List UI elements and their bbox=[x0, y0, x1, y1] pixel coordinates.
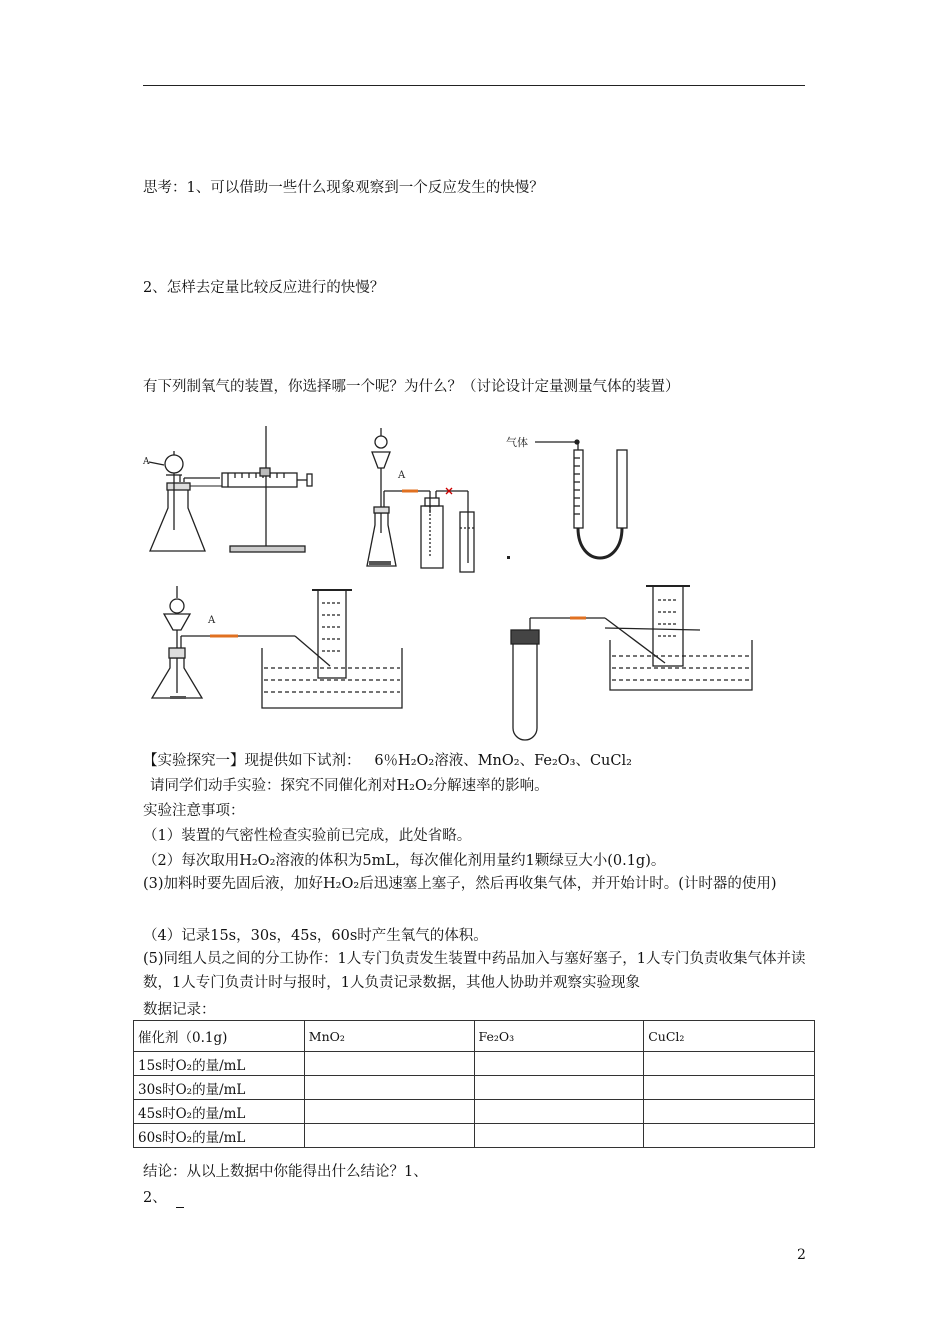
exp1-task: 请同学们动手实验：探究不同催化剂对H₂O₂分解速率的影响。 bbox=[150, 778, 549, 794]
table-row-label: 45s时O₂的量/mL bbox=[134, 1100, 305, 1124]
table-header-cell: Fe₂O₃ bbox=[474, 1021, 644, 1052]
table-row-label: 15s时O₂的量/mL bbox=[134, 1052, 305, 1076]
table-header-cell: CuCl₂ bbox=[644, 1021, 815, 1052]
exp1-note-2: （2）每次取用H₂O₂溶液的体积为5mL，每次催化剂用量约1颗绿豆大小(0.1g)。 bbox=[143, 853, 666, 869]
apparatus-3-burette bbox=[506, 435, 627, 558]
think-question-2: 2、怎样去定量比较反应进行的快慢？ bbox=[143, 280, 385, 296]
table-header-row bbox=[134, 1021, 815, 1052]
apparatus-figures bbox=[140, 418, 820, 743]
exp1-note-4: （4）记录15s，30s，45s，60s时产生氧气的体积。 bbox=[143, 928, 488, 944]
table-cell[interactable] bbox=[304, 1076, 474, 1100]
table-cell[interactable] bbox=[474, 1076, 644, 1100]
page-number: 2 bbox=[797, 1247, 806, 1263]
conclusion-line-2 bbox=[143, 1188, 184, 1208]
exp1-title: 【实验探究一】现提供如下试剂： bbox=[143, 753, 361, 769]
table-cell[interactable] bbox=[644, 1124, 815, 1148]
table-row bbox=[134, 1076, 815, 1100]
apparatus-4-water-trough bbox=[152, 586, 402, 708]
figure4-label-a: A bbox=[208, 615, 216, 626]
table-row bbox=[134, 1052, 815, 1076]
table-row-label: 60s时O₂的量/mL bbox=[134, 1124, 305, 1148]
device-question: 有下列制氧气的装置，你选择哪一个呢？为什么？（讨论设计定量测量气体的装置） bbox=[143, 379, 680, 395]
apparatus-2-bottles bbox=[367, 428, 510, 572]
table-cell[interactable] bbox=[474, 1100, 644, 1124]
table-cell[interactable] bbox=[304, 1100, 474, 1124]
table-cell[interactable] bbox=[644, 1052, 815, 1076]
exp1-note-1: （1）装置的气密性检查实验前已完成，此处省略。 bbox=[143, 828, 472, 844]
apparatus-1-syringe bbox=[142, 426, 312, 552]
table-cell[interactable] bbox=[644, 1100, 815, 1124]
data-table bbox=[133, 1020, 815, 1148]
exp1-reagents: 6％H₂O₂溶液、MnO₂、Fe₂O₃、CuCl₂ bbox=[374, 753, 632, 769]
conclusion-question: 结论：从以上数据中你能得出什么结论？1、 bbox=[143, 1164, 428, 1180]
table-cell[interactable] bbox=[474, 1052, 644, 1076]
table-cell[interactable] bbox=[474, 1124, 644, 1148]
table-row-label: 30s时O₂的量/mL bbox=[134, 1076, 305, 1100]
data-record-title: 数据记录： bbox=[143, 1002, 216, 1018]
table-cell[interactable] bbox=[644, 1076, 815, 1100]
answer-blank[interactable] bbox=[176, 1193, 184, 1208]
table-row bbox=[134, 1100, 815, 1124]
figure1-label-a: A bbox=[143, 457, 150, 467]
table-header-cell: 催化剂（0.1g) bbox=[134, 1021, 305, 1052]
exp1-title-line bbox=[143, 751, 632, 771]
exp1-note-3: (3)加料时要先固后液，加好H₂O₂后迅速塞上塞子，然后再收集气体，并开始计时。(计时器的使用) bbox=[143, 876, 777, 892]
exp1-note-5: (5)同组人员之间的分工协作：1人专门负责发生装置中药品加入与塞好塞子，1人专门负责收集气体并读数，1人专门负责计时与报时，1人负责记录数据，其他人协助并观察实验现象 bbox=[143, 951, 806, 991]
conclusion-item-2: 2、 bbox=[143, 1190, 167, 1206]
apparatus-5-test-tube bbox=[511, 586, 752, 740]
table-cell[interactable] bbox=[304, 1052, 474, 1076]
exp1-notes-title: 实验注意事项： bbox=[143, 803, 245, 819]
table-cell[interactable] bbox=[304, 1124, 474, 1148]
think-question-1: 思考：1、可以借助一些什么现象观察到一个反应发生的快慢？ bbox=[143, 180, 544, 196]
figure2-label-a: A bbox=[398, 470, 406, 481]
figure3-gas-label: 气体 bbox=[506, 436, 528, 449]
table-row bbox=[134, 1124, 815, 1148]
header-rule bbox=[143, 85, 805, 86]
table-header-cell: MnO₂ bbox=[304, 1021, 474, 1052]
